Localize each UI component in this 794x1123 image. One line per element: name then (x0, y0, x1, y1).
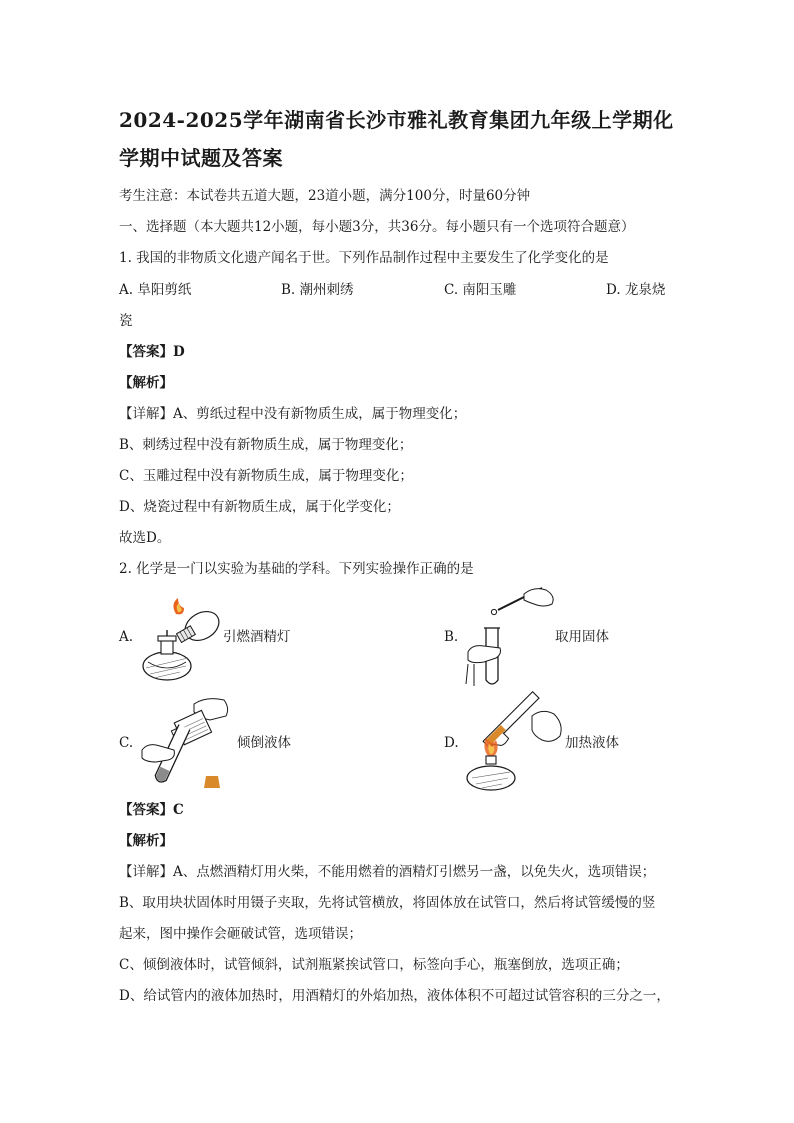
question-1-option-a: A. 阜阳剪纸 (119, 282, 192, 298)
question-2-option-a-caption: 引燃酒精灯 (223, 629, 291, 645)
question-2-option-c-caption: 倾倒液体 (237, 735, 291, 751)
question-1-option-b: B. 潮州刺绣 (281, 282, 354, 298)
question-1-option-d: D. 龙泉烧 (606, 282, 666, 298)
question-2-detail: 【详解】A、点燃酒精灯用火柴，不能用燃着的酒精灯引燃另一盏，以免失火，选项错误； (119, 864, 656, 880)
pouring-liquid-icon (140, 688, 232, 792)
question-2-answer: 【答案】C (119, 802, 184, 818)
question-2-detail: 起来，图中操作会砸破试管，选项错误； (119, 926, 362, 942)
question-2-stem: 2. 化学是一门以实验为基础的学科。下列实验操作正确的是 (119, 561, 474, 577)
section-heading: 一、选择题（本大题共12小题，每小题3分，共36分。每小题只有一个选项符合题意） (119, 219, 635, 235)
document-title-line-1: 2024-2025学年湖南省长沙市雅礼教育集团九年级上学期化 (119, 108, 674, 132)
question-1-detail: B、刺绣过程中没有新物质生成，属于物理变化； (119, 437, 413, 453)
question-2-detail: B、取用块状固体时用镊子夹取，先将试管横放，将固体放在试管口，然后将试管缓慢的竖 (119, 895, 656, 911)
question-2-option-b-letter: B. (444, 629, 459, 645)
question-2-detail: D、给试管内的液体加热时，用酒精灯的外焰加热，液体体积不可超过试管容积的三分之一， (119, 988, 670, 1004)
question-1-answer: 【答案】D (119, 344, 185, 360)
question-2-option-a-letter: A. (119, 629, 134, 645)
question-2-detail: C、倾倒液体时，试管倾斜，试剂瓶紧挨试管口，标签向手心，瓶塞倒放，选项正确； (119, 957, 629, 973)
heating-liquid-icon (462, 690, 572, 794)
document-title-line-2: 学期中试题及答案 (119, 146, 283, 170)
question-2-analysis-label: 【解析】 (119, 833, 173, 849)
taking-solid-icon (462, 582, 558, 690)
question-1-detail: D、烧瓷过程中有新物质生成，属于化学变化； (119, 499, 400, 515)
question-1-detail: 【详解】A、剪纸过程中没有新物质生成，属于物理变化； (119, 406, 467, 422)
question-1-option-c: C. 南阳玉雕 (444, 282, 517, 298)
lighting-alcohol-lamp-icon (140, 596, 225, 684)
question-2-option-d-caption: 加热液体 (565, 735, 619, 751)
question-2-option-c-letter: C. (119, 735, 134, 751)
question-1-option-d-wrap: 瓷 (119, 313, 133, 329)
question-1-analysis-label: 【解析】 (119, 375, 173, 391)
question-1-detail: C、玉雕过程中没有新物质生成，属于物理变化； (119, 468, 413, 484)
question-1-stem: 1. 我国的非物质文化遗产闻名于世。下列作品制作过程中主要发生了化学变化的是 (119, 250, 609, 266)
question-2-option-d-letter: D. (444, 735, 459, 751)
question-2-option-b-caption: 取用固体 (555, 629, 609, 645)
exam-notice: 考生注意：本试卷共五道大题，23道小题，满分100分，时量60分钟 (119, 188, 531, 204)
question-1-detail: 故选D。 (119, 530, 171, 546)
